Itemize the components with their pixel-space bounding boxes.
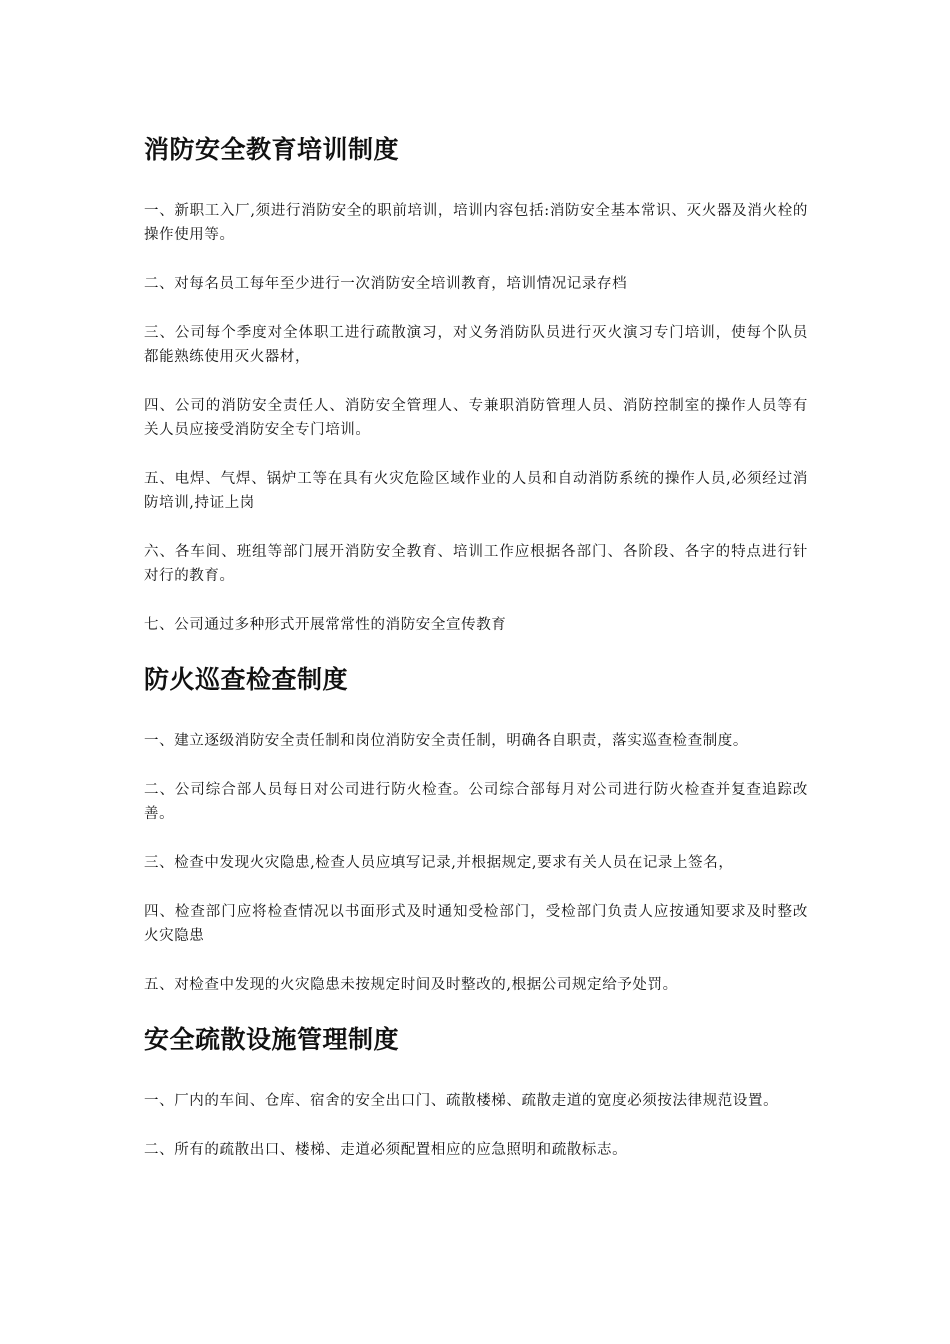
paragraph: 五、电焊、气焊、锅炉工等在具有火灾危险区域作业的人员和自动消防系统的操作人员,必须经过消防培训,持证上岗 (144, 471, 808, 511)
paragraph: 六、各车间、班组等部门展开消防安全教育、培训工作应根据各部门、各阶段、各字的特点进行针对行的教育。 (144, 544, 808, 584)
paragraph: 一、建立逐级消防安全责任制和岗位消防安全责任制，明确各自职责，落实巡查检查制度。 (144, 733, 748, 749)
paragraph: 二、对每名员工每年至少进行一次消防安全培训教育，培训情况记录存档 (144, 276, 628, 292)
paragraph: 四、公司的消防安全责任人、消防安全管理人、专兼职消防管理人员、消防控制室的操作人员等有关人员应接受消防安全专门培训。 (144, 398, 808, 438)
paragraph: 七、公司通过多种形式开展常常性的消防安全宣传教育 (144, 617, 507, 633)
section-title: 安全疏散设施管理制度 (144, 1025, 400, 1054)
section-title: 防火巡查检查制度 (144, 665, 349, 694)
section-fire-safety-training (144, 132, 808, 637)
section-title: 消防安全教育培训制度 (144, 135, 400, 164)
paragraph: 三、公司每个季度对全体职工进行疏散演习，对义务消防队员进行灭火演习专门培训，使每个队员都能熟练使用灭火器材， (144, 325, 808, 365)
document-page (144, 118, 808, 1187)
paragraph: 一、新职工入厂,须进行消防安全的职前培训，培训内容包括:消防安全基本常识、灭火器及消火栓的操作使用等。 (144, 203, 808, 243)
paragraph: 五、对检查中发现的火灾隐患未按规定时间及时整改的,根据公司规定给予处罚。 (144, 977, 678, 993)
paragraph: 二、所有的疏散出口、楼梯、走道必须配置相应的应急照明和疏散标志。 (144, 1142, 628, 1158)
paragraph: 三、检查中发现火灾隐患,检查人员应填写记录,并根据规定,要求有关人员在记录上签名， (144, 855, 734, 871)
paragraph: 一、厂内的车间、仓库、宿舍的安全出口门、疏散楼梯、疏散走道的宽度必须按法律规范设置。 (144, 1093, 779, 1109)
section-fire-patrol-inspection (144, 662, 808, 997)
section-evacuation-facilities (144, 1022, 808, 1162)
paragraph: 四、检查部门应将检查情况以书面形式及时通知受检部门，受检部门负责人应按通知要求及时整改火灾隐患 (144, 904, 808, 944)
paragraph: 二、公司综合部人员每日对公司进行防火检查。公司综合部每月对公司进行防火检查并复查追踪改善。 (144, 782, 808, 822)
